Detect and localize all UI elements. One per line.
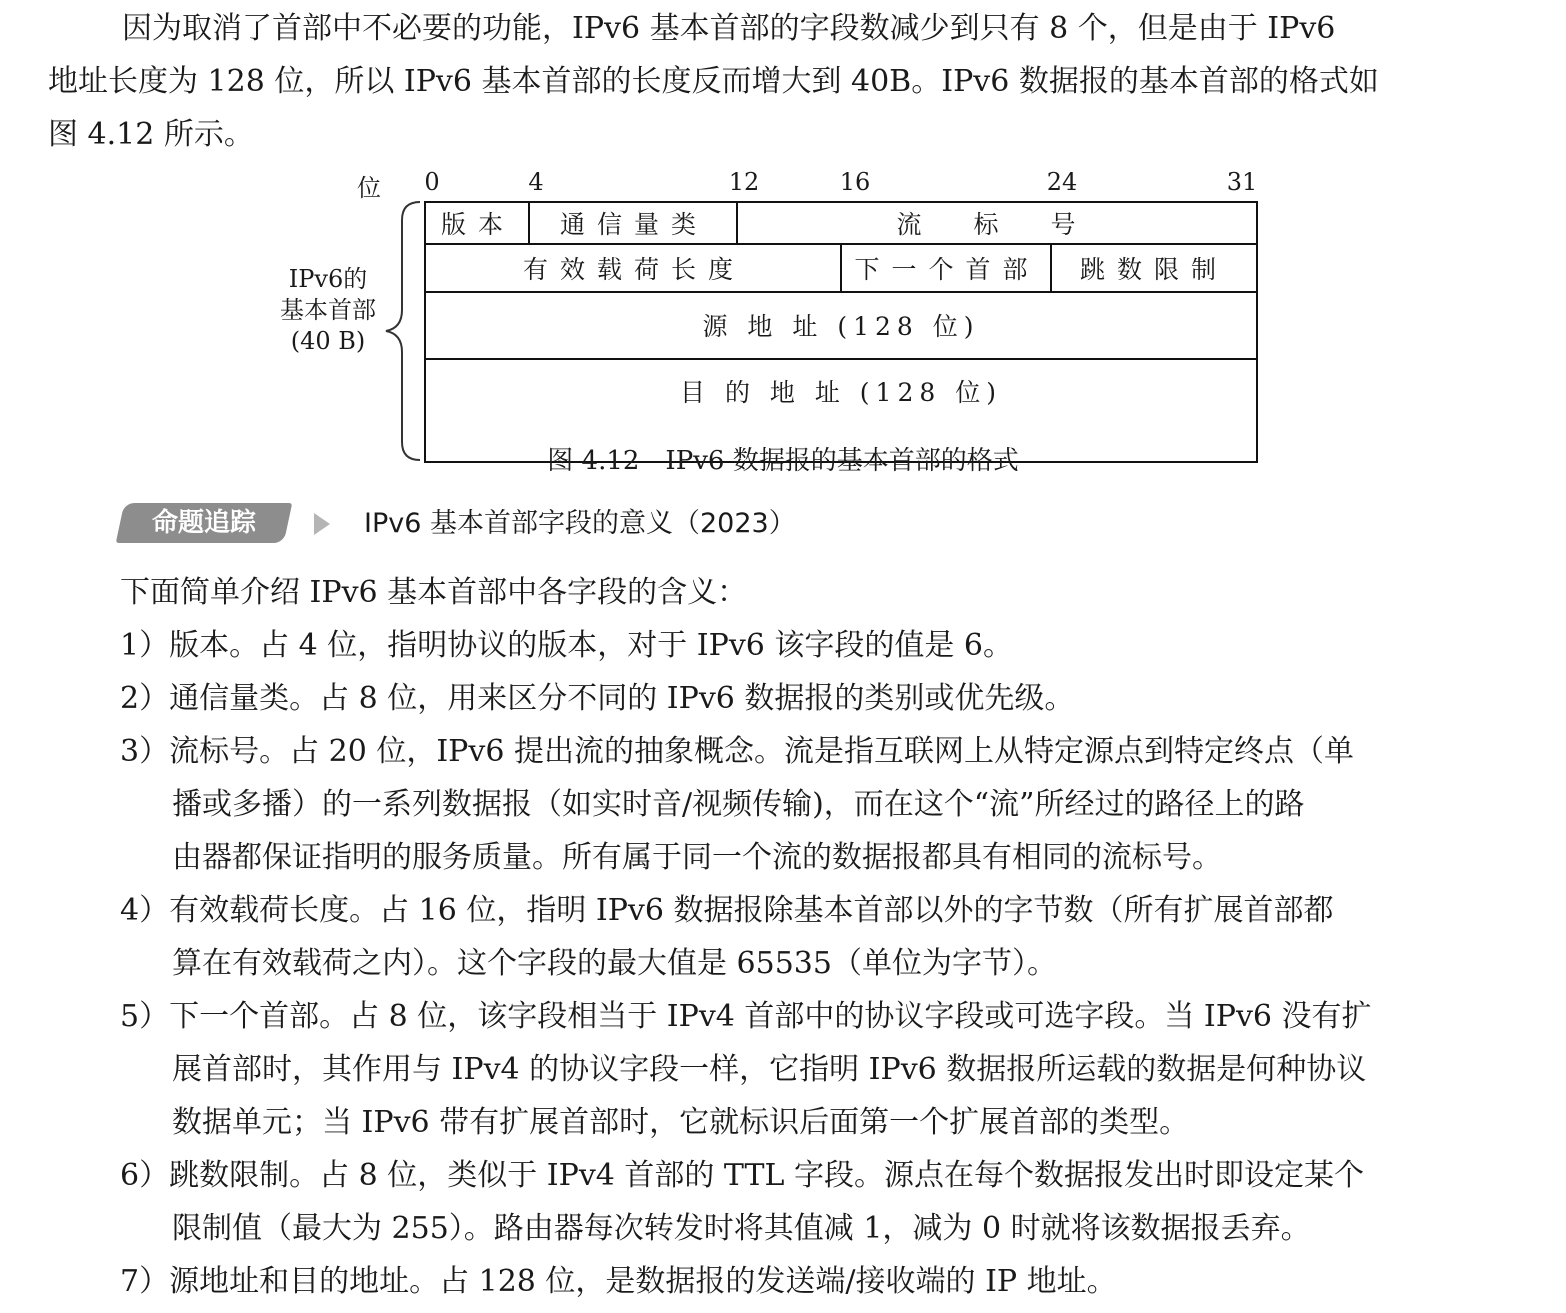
bit-position: 0	[424, 168, 440, 196]
side-label-line: IPv6的	[288, 265, 368, 293]
side-label-line: (40 B)	[290, 327, 366, 355]
list-item-continuation: 限制值（最大为 255）。路由器每次转发时将其值减 1，减为 0 时就将该数据报丢弃。	[172, 1211, 1311, 1246]
figure-caption: 图 4.12 IPv6 数据报的基本首部的格式	[547, 446, 1019, 476]
field-source-address: 源 地 址 (128 位)	[702, 312, 980, 341]
list-item: 5）下一个首部。占 8 位，该字段相当于 IPv4 首部中的协议字段或可选字段。当 IPv6 没有扩	[120, 999, 1372, 1034]
intro-line: 因为取消了首部中不必要的功能，IPv6 基本首部的字段数减少到只有 8 个，但是由于 IPv6	[122, 11, 1336, 46]
bit-position: 12	[728, 168, 760, 196]
ipv6-header-diagram	[0, 160, 1566, 490]
list-item-continuation: 数据单元；当 IPv6 带有扩展首部时，它就标识后面第一个扩展首部的类型。	[172, 1105, 1190, 1140]
exam-tracking-title: IPv6 基本首部字段的意义（2023）	[364, 508, 796, 539]
list-item-continuation: 展首部时，其作用与 IPv4 的协议字段一样，它指明 IPv6 数据报所运载的数据是何种协议	[172, 1052, 1367, 1087]
list-item: 2）通信量类。占 8 位，用来区分不同的 IPv6 数据报的类别或优先级。	[120, 681, 1075, 716]
header-box	[424, 201, 1258, 463]
intro-paragraph	[48, 2, 1488, 161]
list-item: 3）流标号。占 20 位，IPv6 提出流的抽象概念。流是指互联网上从特定源点到特定终点（单	[120, 734, 1354, 769]
bit-position: 24	[1046, 168, 1078, 196]
exam-tracking-badge	[116, 503, 293, 543]
badge-label: 命题追踪	[151, 508, 256, 538]
field-payload-length: 有效载荷长度	[522, 255, 745, 284]
exam-tracking-row	[120, 503, 1420, 545]
play-arrow-icon	[314, 513, 330, 535]
list-item: 1）版本。占 4 位，指明协议的版本，对于 IPv6 该字段的值是 6。	[120, 628, 1014, 663]
field-destination-address: 目 的 地 址 (128 位)	[680, 378, 1002, 407]
list-item: 4）有效载荷长度。占 16 位，指明 IPv6 数据报除基本首部以外的字节数（所有扩展首部都	[120, 893, 1334, 928]
bit-position: 4	[528, 168, 544, 196]
bit-label: 位	[357, 174, 381, 202]
bit-position: 16	[839, 168, 871, 196]
list-item-continuation: 播或多播）的一系列数据报（如实时音/视频传输)，而在这个“流”所经过的路径上的路	[172, 787, 1305, 822]
intro-line: 地址长度为 128 位，所以 IPv6 基本首部的长度反而增大到 40B。IPv6 数据报的基本首部的格式如	[48, 64, 1379, 99]
field-description-list	[120, 566, 1490, 1308]
curly-brace-icon	[384, 200, 424, 462]
field-hop-limit: 跳数限制	[1079, 255, 1228, 284]
field-version: 版本	[440, 210, 515, 239]
field-flow-label: 流 标 号	[896, 210, 1098, 239]
intro-line: 图 4.12 所示。	[48, 117, 254, 152]
side-label-line: 基本首部	[280, 296, 376, 324]
field-traffic-class: 通信量类	[559, 210, 708, 239]
header-size-label	[268, 264, 388, 357]
list-intro: 下面简单介绍 IPv6 基本首部中各字段的含义：	[120, 575, 748, 610]
bit-position: 31	[1226, 168, 1258, 196]
list-item-continuation: 由器都保证指明的服务质量。所有属于同一个流的数据报都具有相同的流标号。	[172, 840, 1222, 875]
list-item-continuation: 算在有效载荷之内）。这个字段的最大值是 65535（单位为字节）。	[172, 946, 1057, 981]
list-item: 6）跳数限制。占 8 位，类似于 IPv4 首部的 TTL 字段。源点在每个数据报发出时即设定某个	[120, 1158, 1364, 1193]
list-item: 7）源地址和目的地址。占 128 位，是数据报的发送端/接收端的 IP 地址。	[120, 1264, 1117, 1299]
field-next-header: 下一个首部	[854, 255, 1040, 284]
